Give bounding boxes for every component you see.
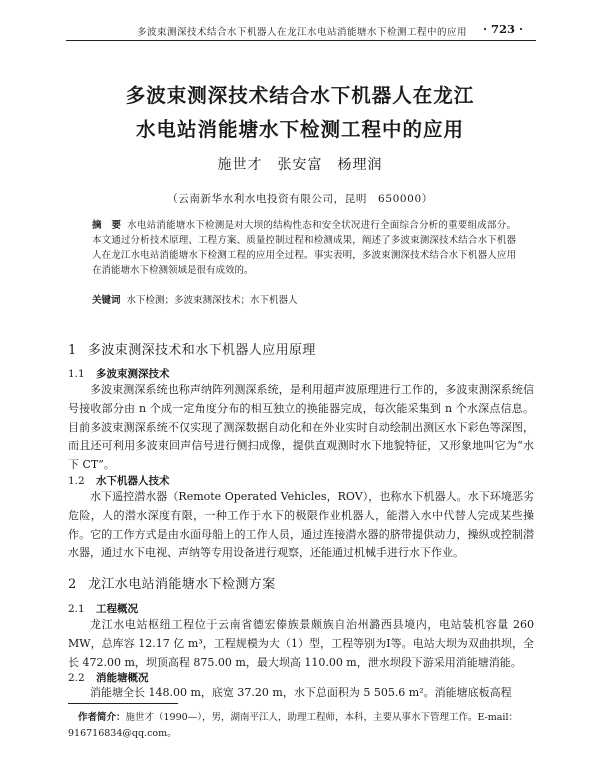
- keywords-label: 关键词: [92, 295, 121, 306]
- affiliation: （云南新华水利水电投资有限公司，昆明 650000）: [167, 193, 433, 205]
- paragraph: 消能塘全长 148.00 m，底宽 37.20 m，水下总面积为 5 505.6 m²。消能塘底板高程: [90, 686, 512, 699]
- paragraph: 水下遥控潜水器（Remote Operated Vehicles，ROV），也称水下机器人。水下环境恶劣危险，人的潜水深度有限，一种工作于水下的极限作业机器人，能潜入水中代替人完成某些操作。它的工作方式是由水面母船上的工作人员，通过连接潜水器的脐带提供动力，操纵或控制潜水器，通过水下电视、声纳等专用设备进行观察，还能通过机械手进行水下作业。: [68, 490, 534, 560]
- keywords-text: 水下检测；多波束测深技术；水下机器人: [126, 295, 298, 306]
- subsection-title: 多波束测深技术: [96, 368, 170, 380]
- footnote-rule: [68, 703, 178, 704]
- paper-title-line-1: 多波束测深技术结合水下机器人在龙江: [125, 84, 475, 107]
- subsection-heading: [68, 366, 170, 381]
- page-number: · 723 ·: [483, 22, 524, 36]
- keywords: [92, 292, 516, 306]
- header-rule: [66, 40, 536, 41]
- footnote-text: 施世才（1990—），男，湖南平江人，助理工程师，本科，主要从事水下管理工作。E-mail：916716834@qq.com。: [68, 712, 519, 739]
- section-title: 龙江水电站消能塘水下检测方案: [88, 577, 276, 592]
- paragraph: 龙江水电站枢纽工程位于云南省德宏傣族景颇族自治州潞西县境内，电站装机容量 260 MW，总库容 12.17 亿 m³，工程规模为大（1）型，工程等别为Ⅰ等。电站大坝为双曲拱坝，全长 472.00 m，坝顶高程 875.00 m，最大坝高 110.00 m，泄水坝段下游采用消能塘消能。: [68, 618, 534, 669]
- subsection-title: 水下机器人技术: [96, 475, 170, 487]
- subsection-title: 消能塘概况: [96, 672, 149, 684]
- subsection-number: 2.1: [68, 603, 85, 615]
- subsection-number: 2.2: [68, 672, 85, 684]
- abstract-text: 水电站消能塘水下检测是对大坝的结构性态和安全状况进行全面综合分析的重要组成部分。本文通过分析技术原理、工程方案、质量控制过程和检测成果，阐述了多波束测深技术结合水下机器人在龙江水电站消能塘水下检测工程的应用全过程。事实表明，多波束测深技术结合水下机器人应用在消能塘水下检测领域是很有成效的。: [92, 220, 516, 276]
- section-number: 1: [68, 343, 77, 358]
- paragraph: 多波束测深系统也称声纳阵列测深系统，是利用超声波原理进行工作的，多波束测深系统信号接收部分由 n 个成一定角度分布的相互独立的换能器完成，每次能采集到 n 个水深点信息。目前多波束测深系统不仅实现了测深数据自动化和在外业实时自动绘制出测区水下彩色等深图，而且还可利用多波束回声信号进行侧扫成像，提供直观测时水下地貌特征，又形象地叫它为“水下 CT”。: [68, 383, 534, 472]
- abstract: [92, 218, 516, 278]
- subsection-number: 1.2: [68, 475, 85, 487]
- section-heading: [68, 573, 276, 592]
- section-title: 多波束测深技术和水下机器人应用原理: [88, 343, 316, 358]
- section-heading: [68, 339, 316, 358]
- authors: 施世才 张安富 杨理润: [217, 157, 383, 173]
- subsection-number: 1.1: [68, 368, 85, 380]
- footnote-label: 作者简介：: [78, 712, 126, 723]
- subsection-heading: [68, 601, 138, 616]
- subsection-heading: [68, 473, 170, 488]
- subsection-heading: [68, 670, 149, 685]
- section-number: 2: [68, 577, 77, 592]
- author-footnote: [68, 710, 534, 742]
- paper-title-line-2: 水电站消能塘水下检测工程中的应用: [135, 118, 464, 141]
- abstract-label: 摘 要: [92, 220, 122, 231]
- running-header: 多波束测深技术结合水下机器人在龙江水电站消能塘水下检测工程中的应用: [136, 27, 467, 38]
- subsection-title: 工程概况: [96, 603, 138, 615]
